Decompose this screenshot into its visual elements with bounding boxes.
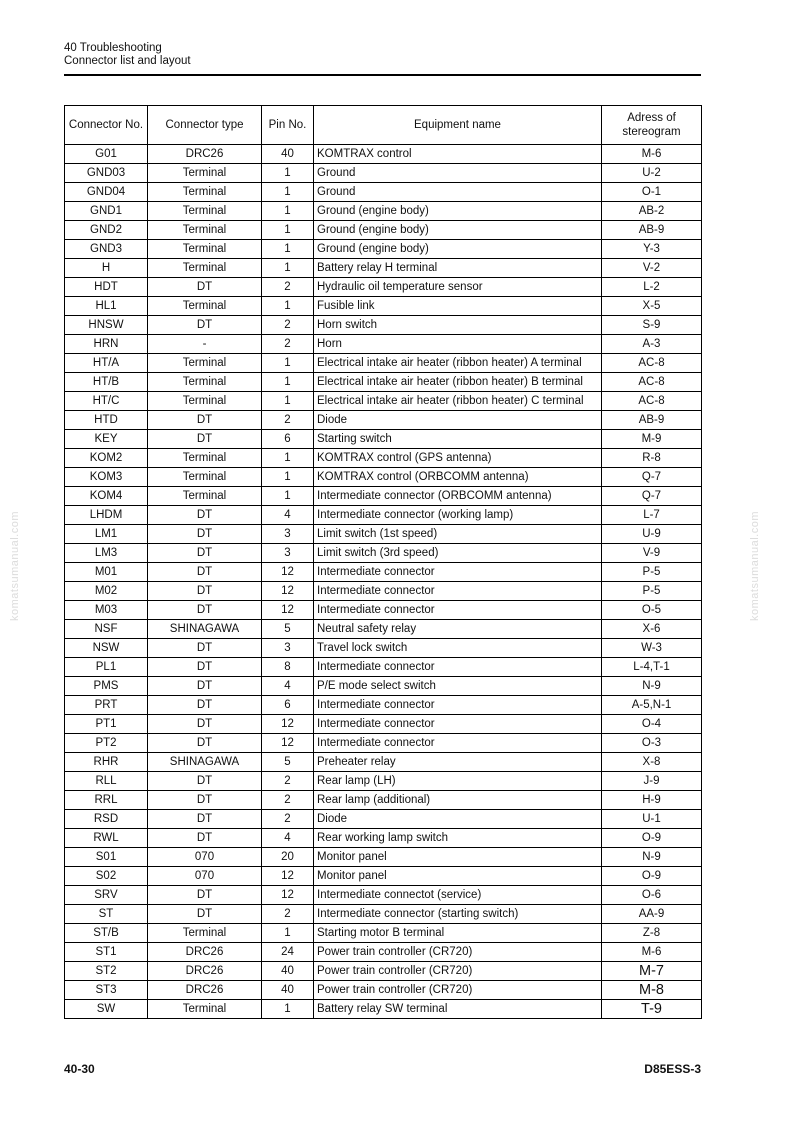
pin-no-cell: 12 (262, 734, 314, 753)
connector-no-cell: PL1 (65, 658, 148, 677)
table-row (65, 240, 702, 259)
connector-no-cell: PMS (65, 677, 148, 696)
stereogram-address-cell: A-5,N-1 (602, 696, 702, 715)
table-row (65, 582, 702, 601)
table-row (65, 316, 702, 335)
connector-type-cell: DRC26 (148, 981, 262, 1000)
table-row (65, 924, 702, 943)
table-row (65, 392, 702, 411)
connector-type-cell: Terminal (148, 297, 262, 316)
equipment-name-cell: Electrical intake air heater (ribbon heater) C terminal (314, 392, 602, 411)
connector-no-cell: LM3 (65, 544, 148, 563)
connector-no-cell: KOM2 (65, 449, 148, 468)
pin-no-cell: 1 (262, 164, 314, 183)
equipment-name-cell: Power train controller (CR720) (314, 962, 602, 981)
stereogram-address-cell: AB-9 (602, 411, 702, 430)
equipment-name-cell: KOMTRAX control (ORBCOMM antenna) (314, 468, 602, 487)
equipment-name-cell: Rear lamp (LH) (314, 772, 602, 791)
pin-no-cell: 2 (262, 335, 314, 354)
connector-type-cell: DT (148, 677, 262, 696)
connector-type-cell: DT (148, 525, 262, 544)
connector-type-cell: DRC26 (148, 145, 262, 164)
connector-no-cell: RSD (65, 810, 148, 829)
connector-type-cell: - (148, 335, 262, 354)
equipment-name-cell: Horn switch (314, 316, 602, 335)
connector-no-cell: H (65, 259, 148, 278)
page-header (64, 42, 191, 68)
stereogram-address-cell: J-9 (602, 772, 702, 791)
pin-no-cell: 3 (262, 639, 314, 658)
stereogram-address-cell: Q-7 (602, 468, 702, 487)
pin-no-cell: 12 (262, 867, 314, 886)
connector-table (64, 105, 702, 1019)
stereogram-address-cell: O-6 (602, 886, 702, 905)
connector-no-cell: ST1 (65, 943, 148, 962)
equipment-name-cell: Ground (engine body) (314, 240, 602, 259)
stereogram-address-cell: O-4 (602, 715, 702, 734)
connector-no-cell: GND1 (65, 202, 148, 221)
equipment-name-cell: Intermediate connector (314, 563, 602, 582)
connector-type-cell: Terminal (148, 183, 262, 202)
connector-no-cell: GND3 (65, 240, 148, 259)
equipment-name-cell: Intermediate connector (314, 601, 602, 620)
pin-no-cell: 12 (262, 715, 314, 734)
equipment-name-cell: Diode (314, 411, 602, 430)
connector-table-head (65, 106, 702, 145)
pin-no-cell: 6 (262, 430, 314, 449)
equipment-name-cell: Battery relay H terminal (314, 259, 602, 278)
table-row (65, 544, 702, 563)
equipment-name-cell: Monitor panel (314, 867, 602, 886)
connector-no-cell: SRV (65, 886, 148, 905)
stereogram-address-cell: M-8 (602, 981, 702, 1000)
table-row (65, 772, 702, 791)
stereogram-address-cell: A-3 (602, 335, 702, 354)
col-connector-no: Connector No. (65, 106, 148, 145)
stereogram-address-cell: AC-8 (602, 392, 702, 411)
stereogram-address-cell: X-5 (602, 297, 702, 316)
connector-no-cell: S01 (65, 848, 148, 867)
connector-type-cell: Terminal (148, 392, 262, 411)
stereogram-address-cell: U-9 (602, 525, 702, 544)
connector-no-cell: KEY (65, 430, 148, 449)
connector-type-cell: Terminal (148, 1000, 262, 1019)
stereogram-address-cell: AC-8 (602, 354, 702, 373)
equipment-name-cell: Ground (engine body) (314, 221, 602, 240)
equipment-name-cell: Rear working lamp switch (314, 829, 602, 848)
equipment-name-cell: Intermediate connector (314, 582, 602, 601)
connector-type-cell: DT (148, 696, 262, 715)
stereogram-address-cell: O-5 (602, 601, 702, 620)
section-title: 40 Troubleshooting (64, 42, 162, 54)
equipment-name-cell: Limit switch (1st speed) (314, 525, 602, 544)
connector-type-cell: DT (148, 715, 262, 734)
connector-no-cell: PRT (65, 696, 148, 715)
pin-no-cell: 1 (262, 487, 314, 506)
connector-no-cell: GND03 (65, 164, 148, 183)
pin-no-cell: 1 (262, 1000, 314, 1019)
connector-no-cell: KOM3 (65, 468, 148, 487)
pin-no-cell: 2 (262, 411, 314, 430)
col-equipment-name: Equipment name (314, 106, 602, 145)
connector-no-cell: ST3 (65, 981, 148, 1000)
connector-type-cell: DT (148, 563, 262, 582)
stereogram-address-cell: O-9 (602, 829, 702, 848)
equipment-name-cell: Intermediate connector (working lamp) (314, 506, 602, 525)
connector-no-cell: KOM4 (65, 487, 148, 506)
connector-type-cell: DT (148, 734, 262, 753)
table-row (65, 905, 702, 924)
connector-type-cell: 070 (148, 867, 262, 886)
model-code: D85ESS-3 (644, 1062, 701, 1076)
connector-no-cell: PT1 (65, 715, 148, 734)
stereogram-address-cell: O-3 (602, 734, 702, 753)
table-row (65, 487, 702, 506)
connector-type-cell: DRC26 (148, 962, 262, 981)
connector-type-cell: Terminal (148, 259, 262, 278)
stereogram-address-cell: Z-8 (602, 924, 702, 943)
connector-type-cell: Terminal (148, 924, 262, 943)
connector-type-cell: DRC26 (148, 943, 262, 962)
connector-no-cell: GND04 (65, 183, 148, 202)
connector-type-cell: Terminal (148, 468, 262, 487)
pin-no-cell: 5 (262, 620, 314, 639)
connector-type-cell: DT (148, 411, 262, 430)
equipment-name-cell: Power train controller (CR720) (314, 981, 602, 1000)
stereogram-address-cell: U-1 (602, 810, 702, 829)
stereogram-address-cell: T-9 (602, 1000, 702, 1019)
connector-no-cell: RWL (65, 829, 148, 848)
stereogram-address-cell: L-4,T-1 (602, 658, 702, 677)
pin-no-cell: 1 (262, 468, 314, 487)
table-row (65, 145, 702, 164)
equipment-name-cell: Intermediate connector (314, 658, 602, 677)
connector-table-body (65, 145, 702, 1019)
stereogram-address-cell: N-9 (602, 848, 702, 867)
connector-no-cell: HDT (65, 278, 148, 297)
connector-type-cell: DT (148, 639, 262, 658)
stereogram-address-cell: AC-8 (602, 373, 702, 392)
connector-no-cell: LHDM (65, 506, 148, 525)
table-row (65, 335, 702, 354)
equipment-name-cell: Horn (314, 335, 602, 354)
stereogram-address-cell: N-9 (602, 677, 702, 696)
connector-no-cell: HRN (65, 335, 148, 354)
pin-no-cell: 1 (262, 354, 314, 373)
pin-no-cell: 40 (262, 145, 314, 164)
equipment-name-cell: Neutral safety relay (314, 620, 602, 639)
table-row (65, 829, 702, 848)
table-row (65, 810, 702, 829)
connector-no-cell: G01 (65, 145, 148, 164)
stereogram-address-cell: X-8 (602, 753, 702, 772)
connector-no-cell: SW (65, 1000, 148, 1019)
pin-no-cell: 1 (262, 240, 314, 259)
pin-no-cell: 8 (262, 658, 314, 677)
connector-type-cell: Terminal (148, 354, 262, 373)
equipment-name-cell: Diode (314, 810, 602, 829)
equipment-name-cell: Intermediate connector (314, 696, 602, 715)
pin-no-cell: 4 (262, 829, 314, 848)
stereogram-address-cell: H-9 (602, 791, 702, 810)
table-row (65, 202, 702, 221)
equipment-name-cell: Hydraulic oil temperature sensor (314, 278, 602, 297)
connector-type-cell: DT (148, 601, 262, 620)
equipment-name-cell: Intermediate connector (314, 715, 602, 734)
pin-no-cell: 1 (262, 449, 314, 468)
connector-no-cell: RRL (65, 791, 148, 810)
stereogram-address-cell: M-7 (602, 962, 702, 981)
table-row (65, 658, 702, 677)
stereogram-address-cell: O-1 (602, 183, 702, 202)
pin-no-cell: 4 (262, 677, 314, 696)
connector-no-cell: RLL (65, 772, 148, 791)
connector-type-cell: Terminal (148, 487, 262, 506)
equipment-name-cell: Power train controller (CR720) (314, 943, 602, 962)
table-row (65, 791, 702, 810)
connector-type-cell: Terminal (148, 202, 262, 221)
equipment-name-cell: Starting switch (314, 430, 602, 449)
connector-type-cell: Terminal (148, 221, 262, 240)
connector-no-cell: NSF (65, 620, 148, 639)
stereogram-address-cell: X-6 (602, 620, 702, 639)
table-row (65, 525, 702, 544)
table-row (65, 696, 702, 715)
pin-no-cell: 24 (262, 943, 314, 962)
stereogram-address-cell: Y-3 (602, 240, 702, 259)
connector-no-cell: HT/C (65, 392, 148, 411)
equipment-name-cell: P/E mode select switch (314, 677, 602, 696)
col-pin-no: Pin No. (262, 106, 314, 145)
stereogram-address-cell: L-7 (602, 506, 702, 525)
stereogram-address-cell: W-3 (602, 639, 702, 658)
connector-no-cell: ST (65, 905, 148, 924)
equipment-name-cell: Starting motor B terminal (314, 924, 602, 943)
table-row (65, 639, 702, 658)
table-row (65, 563, 702, 582)
stereogram-address-cell: P-5 (602, 582, 702, 601)
connector-no-cell: M03 (65, 601, 148, 620)
table-row (65, 373, 702, 392)
connector-type-cell: DT (148, 430, 262, 449)
connector-no-cell: LM1 (65, 525, 148, 544)
equipment-name-cell: Intermediate connector (ORBCOMM antenna) (314, 487, 602, 506)
stereogram-address-cell: P-5 (602, 563, 702, 582)
table-row (65, 753, 702, 772)
connector-no-cell: RHR (65, 753, 148, 772)
equipment-name-cell: Limit switch (3rd speed) (314, 544, 602, 563)
connector-no-cell: HTD (65, 411, 148, 430)
pin-no-cell: 2 (262, 316, 314, 335)
pin-no-cell: 6 (262, 696, 314, 715)
table-row (65, 867, 702, 886)
connector-type-cell: DT (148, 278, 262, 297)
connector-type-cell: Terminal (148, 164, 262, 183)
connector-type-cell: DT (148, 810, 262, 829)
pin-no-cell: 1 (262, 221, 314, 240)
connector-no-cell: M02 (65, 582, 148, 601)
pin-no-cell: 1 (262, 183, 314, 202)
connector-no-cell: HNSW (65, 316, 148, 335)
pin-no-cell: 2 (262, 905, 314, 924)
pin-no-cell: 1 (262, 202, 314, 221)
connector-type-cell: DT (148, 316, 262, 335)
table-row (65, 430, 702, 449)
table-row (65, 677, 702, 696)
page-number: 40-30 (64, 1062, 95, 1076)
stereogram-address-cell: AA-9 (602, 905, 702, 924)
connector-type-cell: SHINAGAWA (148, 620, 262, 639)
equipment-name-cell: Fusible link (314, 297, 602, 316)
equipment-name-cell: Travel lock switch (314, 639, 602, 658)
table-row (65, 506, 702, 525)
table-row (65, 278, 702, 297)
connector-no-cell: ST/B (65, 924, 148, 943)
equipment-name-cell: Electrical intake air heater (ribbon heater) A terminal (314, 354, 602, 373)
equipment-name-cell: Ground (engine body) (314, 202, 602, 221)
pin-no-cell: 2 (262, 278, 314, 297)
table-row (65, 962, 702, 981)
connector-no-cell: GND2 (65, 221, 148, 240)
header-row (65, 106, 702, 145)
table-row (65, 981, 702, 1000)
pin-no-cell: 40 (262, 962, 314, 981)
equipment-name-cell: KOMTRAX control (314, 145, 602, 164)
connector-no-cell: M01 (65, 563, 148, 582)
equipment-name-cell: Intermediate connector (314, 734, 602, 753)
connector-no-cell: HL1 (65, 297, 148, 316)
connector-no-cell: S02 (65, 867, 148, 886)
stereogram-address-cell: V-9 (602, 544, 702, 563)
stereogram-address-cell: O-9 (602, 867, 702, 886)
connector-type-cell: DT (148, 772, 262, 791)
table-row (65, 848, 702, 867)
table-row (65, 943, 702, 962)
equipment-name-cell: Intermediate connectot (service) (314, 886, 602, 905)
equipment-name-cell: Ground (314, 164, 602, 183)
connector-type-cell: SHINAGAWA (148, 753, 262, 772)
table-row (65, 164, 702, 183)
connector-type-cell: DT (148, 544, 262, 563)
table-row (65, 1000, 702, 1019)
connector-type-cell: Terminal (148, 449, 262, 468)
equipment-name-cell: Intermediate connector (starting switch) (314, 905, 602, 924)
col-connector-type: Connector type (148, 106, 262, 145)
connector-type-cell: DT (148, 791, 262, 810)
connector-type-cell: DT (148, 506, 262, 525)
pin-no-cell: 40 (262, 981, 314, 1000)
table-row (65, 183, 702, 202)
pin-no-cell: 12 (262, 886, 314, 905)
watermark-right: komatsumanual.com (749, 511, 761, 621)
pin-no-cell: 12 (262, 601, 314, 620)
watermark-left: komatsumanual.com (9, 511, 21, 621)
stereogram-address-cell: U-2 (602, 164, 702, 183)
stereogram-address-cell: V-2 (602, 259, 702, 278)
connector-no-cell: NSW (65, 639, 148, 658)
stereogram-address-cell: AB-9 (602, 221, 702, 240)
pin-no-cell: 12 (262, 563, 314, 582)
equipment-name-cell: Monitor panel (314, 848, 602, 867)
table-row (65, 297, 702, 316)
table-row (65, 221, 702, 240)
pin-no-cell: 2 (262, 791, 314, 810)
connector-type-cell: Terminal (148, 240, 262, 259)
connector-type-cell: 070 (148, 848, 262, 867)
equipment-name-cell: Rear lamp (additional) (314, 791, 602, 810)
subsection-title: Connector list and layout (64, 55, 191, 67)
table-row (65, 468, 702, 487)
header-rule (64, 74, 701, 76)
table-row (65, 411, 702, 430)
connector-type-cell: DT (148, 886, 262, 905)
table-row (65, 449, 702, 468)
stereogram-address-cell: M-9 (602, 430, 702, 449)
pin-no-cell: 1 (262, 297, 314, 316)
table-row (65, 886, 702, 905)
stereogram-address-cell: S-9 (602, 316, 702, 335)
connector-type-cell: Terminal (148, 373, 262, 392)
pin-no-cell: 2 (262, 772, 314, 791)
connector-no-cell: HT/B (65, 373, 148, 392)
connector-no-cell: ST2 (65, 962, 148, 981)
connector-type-cell: DT (148, 829, 262, 848)
pin-no-cell: 12 (262, 582, 314, 601)
col-stereogram-address: Adress of stereogram (602, 106, 702, 145)
pin-no-cell: 5 (262, 753, 314, 772)
pin-no-cell: 3 (262, 544, 314, 563)
pin-no-cell: 4 (262, 506, 314, 525)
connector-type-cell: DT (148, 905, 262, 924)
table-row (65, 715, 702, 734)
pin-no-cell: 2 (262, 810, 314, 829)
equipment-name-cell: Electrical intake air heater (ribbon heater) B terminal (314, 373, 602, 392)
connector-type-cell: DT (148, 658, 262, 677)
stereogram-address-cell: L-2 (602, 278, 702, 297)
stereogram-address-cell: AB-2 (602, 202, 702, 221)
table-row (65, 259, 702, 278)
table-row (65, 601, 702, 620)
pin-no-cell: 1 (262, 392, 314, 411)
table-row (65, 354, 702, 373)
equipment-name-cell: Battery relay SW terminal (314, 1000, 602, 1019)
stereogram-address-cell: M-6 (602, 943, 702, 962)
stereogram-address-cell: R-8 (602, 449, 702, 468)
table-row (65, 620, 702, 639)
connector-type-cell: DT (148, 582, 262, 601)
pin-no-cell: 1 (262, 259, 314, 278)
equipment-name-cell: KOMTRAX control (GPS antenna) (314, 449, 602, 468)
equipment-name-cell: Ground (314, 183, 602, 202)
connector-no-cell: PT2 (65, 734, 148, 753)
equipment-name-cell: Preheater relay (314, 753, 602, 772)
pin-no-cell: 1 (262, 924, 314, 943)
connector-no-cell: HT/A (65, 354, 148, 373)
table-row (65, 734, 702, 753)
stereogram-address-cell: M-6 (602, 145, 702, 164)
pin-no-cell: 1 (262, 373, 314, 392)
pin-no-cell: 20 (262, 848, 314, 867)
pin-no-cell: 3 (262, 525, 314, 544)
stereogram-address-cell: Q-7 (602, 487, 702, 506)
